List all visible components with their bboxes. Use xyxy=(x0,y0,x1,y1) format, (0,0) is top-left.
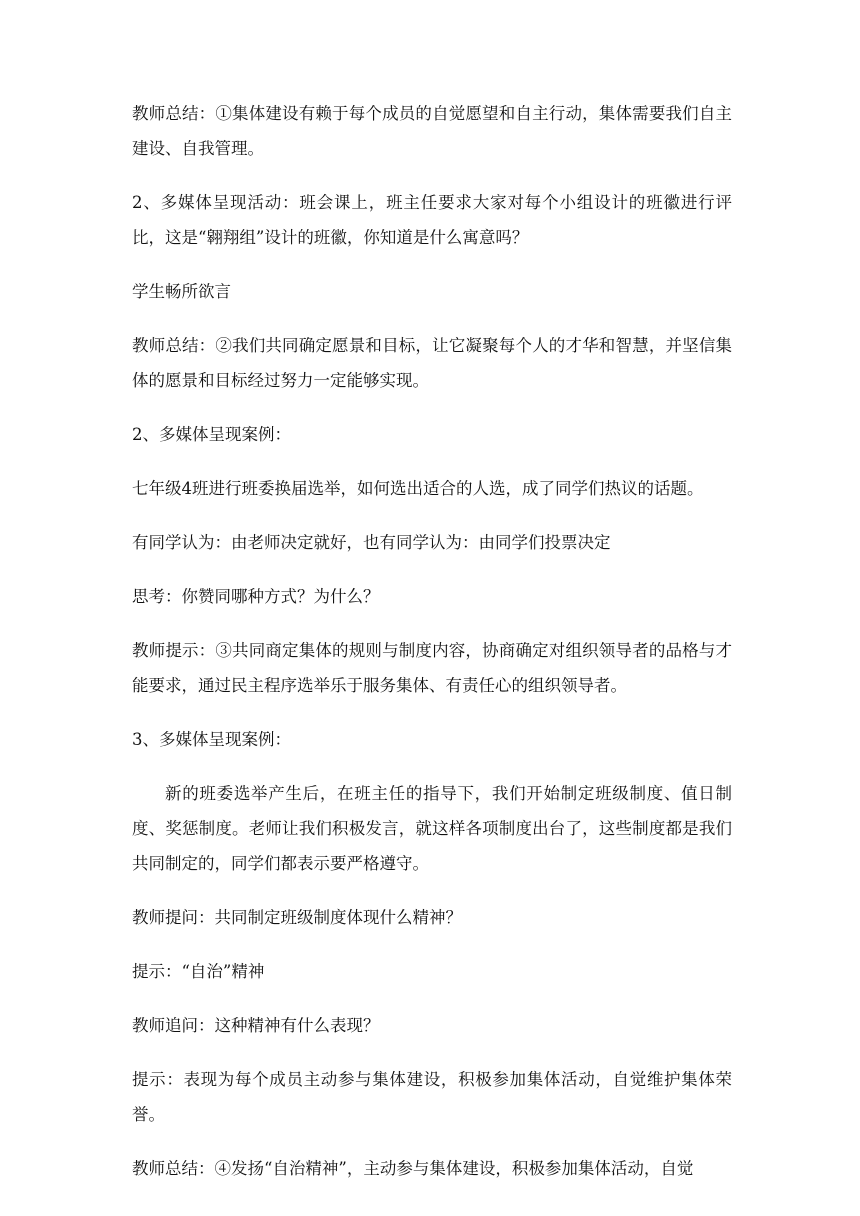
document-body xyxy=(132,96,732,1205)
teacher-follow-up: 教师追问：这种精神有什么表现？ xyxy=(132,1016,380,1035)
teacher-summary-4: 教师总结：④发扬“自治精神”，主动参与集体建设，积极参加集体活动，自觉 xyxy=(132,1159,694,1178)
student-opinions: 有同学认为：由老师决定就好，也有同学认为：由同学们投票决定 xyxy=(132,533,611,552)
student-response: 学生畅所欲言 xyxy=(132,282,231,301)
case-election: 七年级4班进行班委换届选举，如何选出适合的人选，成了同学们热议的话题。 xyxy=(132,479,704,498)
hint-manifestation: 提示：表现为每个成员主动参与集体建设，积极参加集体活动，自觉维护集体荣誉。 xyxy=(132,1070,732,1124)
teacher-summary-1: 教师总结：①集体建设有赖于每个成员的自觉愿望和自主行动，集体需要我们自主建设、自我管理。 xyxy=(132,104,732,158)
hint-autonomy: 提示：“自治”精神 xyxy=(132,962,265,981)
teacher-summary-2: 教师总结：②我们共同确定愿景和目标，让它凝聚每个人的才华和智慧，并坚信集体的愿景和目标经过努力一定能够实现。 xyxy=(132,336,732,390)
case-heading-2: 2、多媒体呈现案例： xyxy=(132,425,291,444)
case-class-rules: 新的班委选举产生后，在班主任的指导下，我们开始制定班级制度、值日制度、奖惩制度。老师让我们积极发言，就这样各项制度出台了，这些制度都是我们共同制定的，同学们都表示要严格遵守。 xyxy=(132,784,732,873)
case-heading-3: 3、多媒体呈现案例： xyxy=(132,730,291,749)
teacher-hint-3: 教师提示：③共同商定集体的规则与制度内容，协商确定对组织领导者的品格与才能要求，通过民主程序选举乐于服务集体、有责任心的组织领导者。 xyxy=(132,641,732,695)
teacher-question: 教师提问：共同制定班级制度体现什么精神？ xyxy=(132,908,462,927)
activity-badge-design: 2、多媒体呈现活动：班会课上，班主任要求大家对每个小组设计的班徽进行评比，这是“翱翔组”设计的班徽，你知道是什么寓意吗？ xyxy=(132,193,732,247)
thinking-question: 思考：你赞同哪种方式？为什么？ xyxy=(132,587,380,606)
